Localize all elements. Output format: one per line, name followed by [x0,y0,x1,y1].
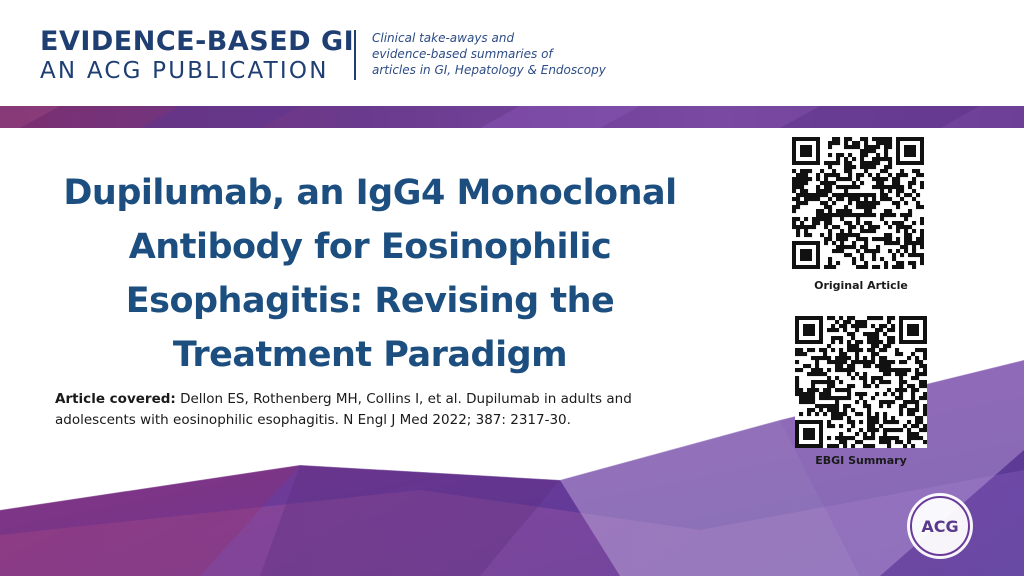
acg-logo-text: ACG [921,517,959,536]
tagline [372,30,606,78]
brand-title: EVIDENCE-BASED GI [40,26,355,57]
header [0,0,1024,106]
qr-label-ebgi-summary: EBGI Summary [815,454,907,467]
qr-code-ebgi-summary[interactable] [795,316,927,448]
tagline-line: Clinical take-aways and [372,31,515,45]
citation-text: adolescents with eosinophilic esophagitis. N Engl J Med 2022; 387: 2317-30. [55,412,571,428]
title-line: Dupilumab, an IgG4 Monoclonal [63,173,677,213]
qr-code-original-article[interactable] [792,137,924,269]
brand-divider [354,30,356,80]
article-citation [55,389,715,431]
page-title [40,166,700,382]
brand-subtitle: AN ACG PUBLICATION [40,58,329,84]
qr-label-original-article: Original Article [814,279,908,292]
citation-label: Article covered: [55,391,176,407]
tagline-line: evidence-based summaries of [372,47,553,61]
title-line: Esophagitis: Revising the [125,281,615,321]
tagline-line: articles in GI, Hepatology & Endoscopy [372,63,606,77]
title-line: Antibody for Eosinophilic [128,227,612,267]
title-line: Treatment Paradigm [172,335,568,375]
acg-logo [906,492,974,560]
citation-text: Dellon ES, Rothenberg MH, Collins I, et al. Dupilumab in adults and [175,391,632,407]
decorative-band [0,106,1024,128]
